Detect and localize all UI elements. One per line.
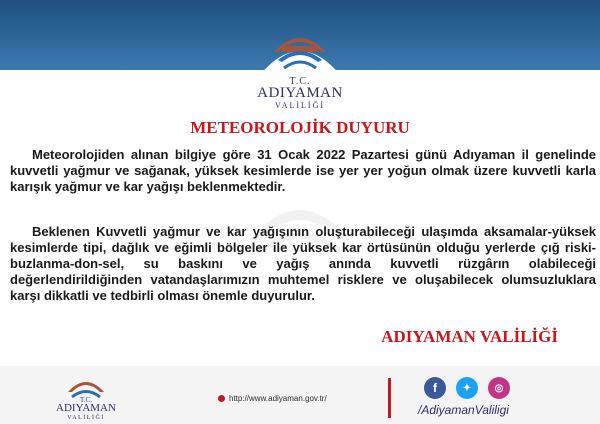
footer-divider [388,378,391,418]
social-icons [424,377,510,399]
footer-logo-subtitle: VALİLİĞİ [67,415,105,421]
header-band [0,0,600,112]
footer-logo-tc: T.C. [80,396,92,404]
header-logo [244,26,356,108]
footer-emblem-icon [46,374,126,398]
paragraph-2: Beklenen Kuvvetli yağmur ve kar yağışının oluşturabileceği ulaşımda aksamalar-yüksek kesimlerde tipi, dağlık ve eğimli bölgeler ile yüksek kar örtüsünün olduğu yerlerde çığ riski-buzlanma-don-sel, su baskını ve yağış anında kuvvetli rüzgârın olabileceği değerlendirildiğinden vatandaşlarımızın muhtemel risklere ve oluşabilecek olumsuzluklara karşı dikkatli ve tedbirli olması önemle duyurulur. [10,224,596,303]
document-title: METEOROLOJİK DUYURU [190,118,410,137]
footer [0,366,600,424]
instagram-icon[interactable]: ◎ [488,377,510,399]
website-link[interactable] [218,394,327,403]
header-logo-subtitle: VALİLİĞİ [274,101,326,110]
paragraph-1: Meteorolojiden alınan bilgiye göre 31 Ocak 2022 Pazartesi günü Adıyaman il genelinde kuvvetli yağmur ve sağanak, yüksek kesimlerde ise yer yer yoğun olmak üzere kuvvetli karla karışık yağmur ve kar yağışı beklenmektedir. [10,147,596,194]
globe-icon [218,395,225,402]
website-url[interactable]: http://www.adiyaman.gov.tr/ [229,394,327,403]
header-logo-name: ADIYAMAN [257,85,343,101]
facebook-icon[interactable]: f [424,377,446,399]
bridge-emblem-icon [244,26,356,76]
twitter-icon[interactable]: ✦ [456,377,478,399]
footer-logo [46,374,126,424]
social-handle[interactable]: /AdiyamanValiligi [418,403,509,417]
signature: ADIYAMAN VALİLİĞİ [381,327,558,346]
footer-logo-name: ADIYAMAN [56,402,116,414]
header-logo-tc: T.C. [289,76,311,87]
